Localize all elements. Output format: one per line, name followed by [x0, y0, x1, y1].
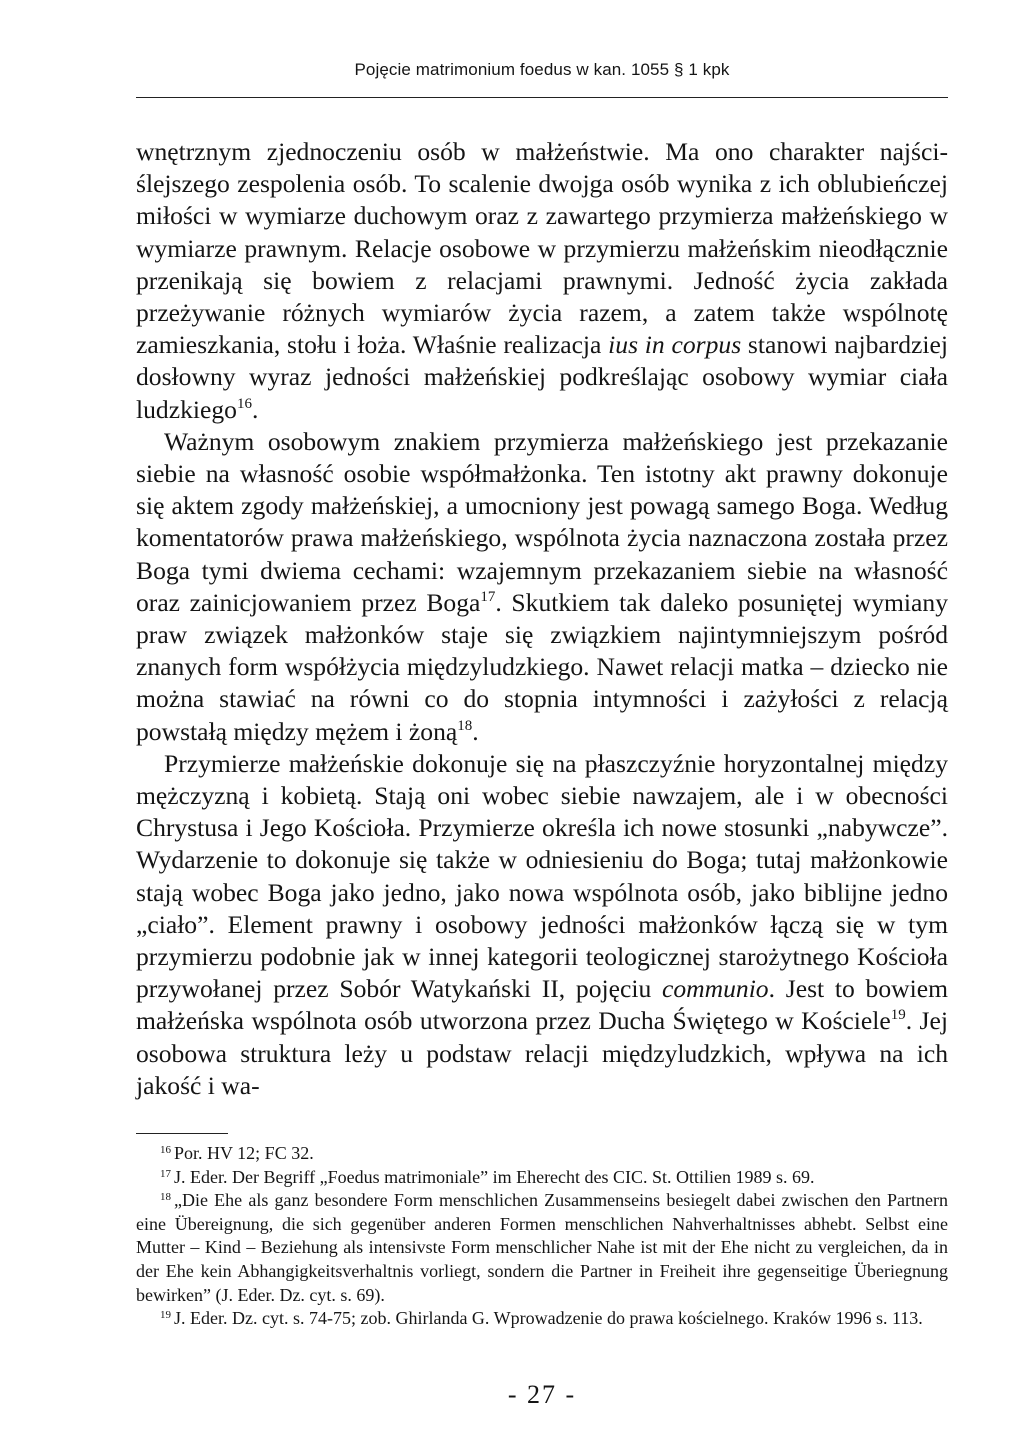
- header-rule: [136, 97, 948, 98]
- paragraph-text: Przymierze małżeńskie dokonuje się na płaszczyźnie horyzontalnej między mężczyzną i kobietą. Stają oni wobec siebie nawzajem, ale i w obecności Chrystusa i Jego Kościoła. Przymierze określa ich nowe stosunki „nabywcze”. Wydarzenie to dokonuje się także w odniesieniu do Boga; tutaj małżonkowie stają wobec Boga jako jedno, jako nowa wspólnota osób, jako biblijne jedno „ciało”. Element prawny i osobowy jedności małżonków łączą się w tym przymierzu podobnie jak w innej kategorii teologicznej starożytnego Kościoła przywołanej przez Sobór Watykański II, pojęciu: [136, 748, 948, 1004]
- paragraph-2: [136, 426, 948, 748]
- footnote-number: 19: [160, 1309, 171, 1322]
- footnote-ref: 19: [890, 1007, 906, 1024]
- paragraph-text: stanowi najbardziej dosłowny wyraz jedności małżeńskiej podkreślając osobowy wymiar ciała ludzkiego: [136, 330, 948, 424]
- footnote: [136, 1189, 948, 1307]
- footnotes: [136, 1142, 948, 1331]
- paragraph-1: [136, 136, 948, 426]
- page-number: - 27 -: [507, 1380, 577, 1409]
- footnote: [136, 1142, 948, 1166]
- body-text: [136, 136, 948, 1102]
- paragraph-text: . Skutkiem tak daleko posuniętej wymiany praw związek małżonków staje się związkiem najintymniejszym pośród znanych form współżycia międzyludzkiego. Nawet relacji matka – dziecko nie można stawiać na równi co do stopnia intymności i zażyłości z relacją powstałą między mężem i żoną: [136, 587, 948, 746]
- footnote-rule: [136, 1133, 228, 1134]
- paragraph-text: Ważnym osobowym znakiem przymierza małżeńskiego jest przekazanie siebie na własność osobie współmałżonka. Ten istotny akt prawny dokonuje się aktem zgody małżeńskiej, a umocniony jest powagą samego Boga. Według komentatorów prawa małżeńskiego, wspólnota życia naznaczona została przez Boga tymi dwiema cechami: wzajemnym przekazaniem siebie na własność oraz zainicjowaniem przez Boga: [136, 426, 948, 617]
- footnote-ref: 17: [480, 588, 496, 605]
- footnote-ref: 18: [457, 717, 473, 734]
- latin-term: communio: [661, 974, 769, 1004]
- footnote: [136, 1307, 948, 1331]
- footnote: [136, 1166, 948, 1190]
- footnote-text: Por. HV 12; FC 32.: [174, 1143, 314, 1163]
- footnote-number: 17: [160, 1167, 171, 1180]
- running-head: Pojęcie matrimonium foedus w kan. 1055 § 1 kpk: [354, 60, 730, 79]
- paragraph-text: .: [251, 394, 259, 424]
- footnote-number: 18: [160, 1191, 171, 1204]
- footnote-number: 16: [160, 1144, 171, 1156]
- footnote-text: J. Eder. Dz. cyt. s. 74-75; zob. Ghirlanda G. Wprowadzenie do prawa kościelnego. Kraków 1996 s. 113.: [174, 1308, 923, 1329]
- footnote-text: J. Eder. Der Begriff „Foedus matrimoniale” im Eherecht des CIC. St. Ottilien 1989 s. 69.: [174, 1166, 815, 1187]
- paragraph-3: [136, 748, 948, 1102]
- paragraph-text: wnętrznym zjednoczeniu osób w małżeństwie. Ma ono charakter najściślejszego zespolenia osób. To scalenie dwojga osób wynika z ich oblubieńczej miłości w wymiarze duchowym oraz z zawartego przymierza małżeńskiego w wymiarze prawnym. Relacje osobowe w przymierzu małżeńskim nieodłącznie przenikają się bowiem z relacjami prawnymi. Jedność życia zakłada przeżywanie różnych wymiarów życia razem, a zatem także wspólnotę zamieszkania, stołu i łoża. Właśnie realizacja: [136, 137, 948, 360]
- footnote-ref: 16: [236, 395, 252, 412]
- paragraph-text: .: [472, 716, 479, 746]
- paragraph-text: . Jest to bowiem małżeńska wspólnota osób utworzona przez Ducha Świętego w Kościele: [136, 974, 948, 1036]
- latin-term: ius in corpus: [608, 330, 742, 360]
- footnote-text: „Die Ehe als ganz besondere Form menschlichen Zusammenseins besiegelt dabei zwischen den Partnern eine Übereignung, die sich gegenüber anderen Formen menschlichen Nahverhaltnisses abhebt. Selbst eine Mutter – Kind – Beziehung als intensivste Form menschlicher Nahe ist mit der Ehe nicht zu vergleichen, da in der Ehe kein Abhangigkeitsverhaltnis vorliegt, sondern die Partner in Freiheit ihre gegenseitige Überiegnung bewirken” (J. Eder. Dz. cyt. s. 69).: [136, 1190, 948, 1305]
- paragraph-text: . Jej osobowa struktura leży u podstaw relacji międzyludzkich, wpływa na ich jakość i wa-: [136, 1006, 948, 1100]
